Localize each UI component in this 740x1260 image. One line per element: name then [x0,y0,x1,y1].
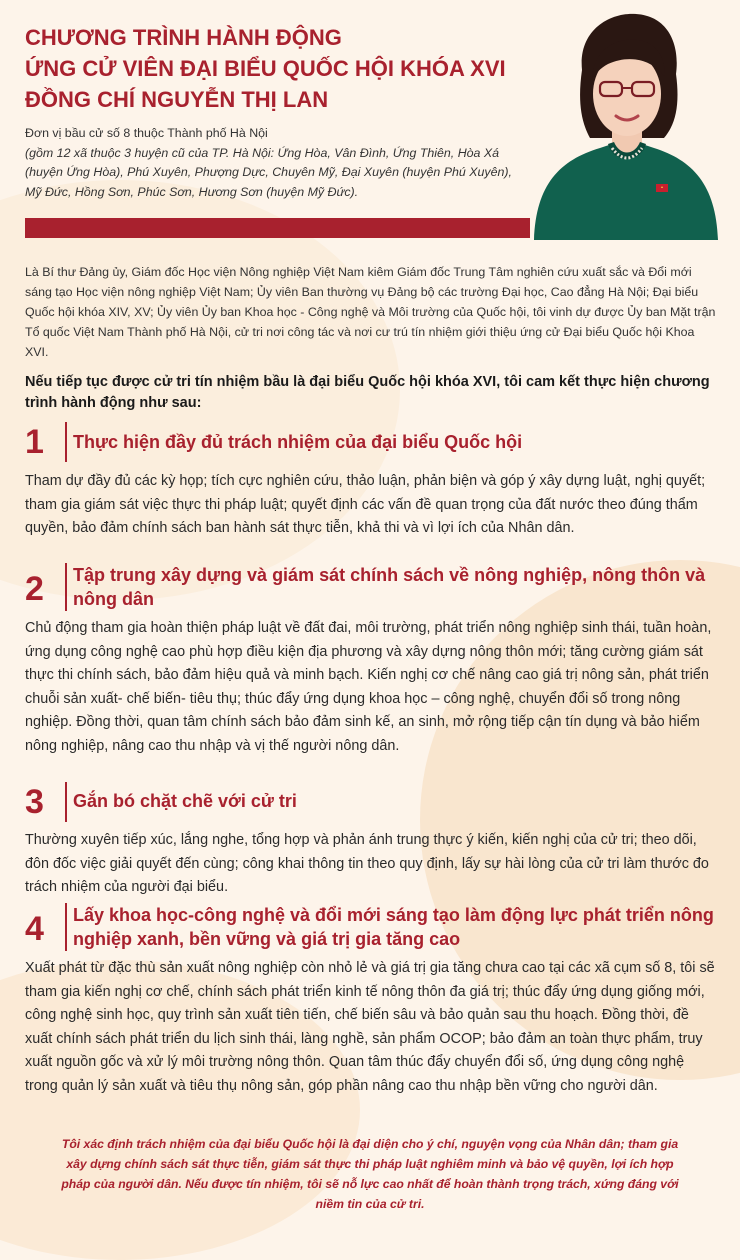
section-title: Thực hiện đầy đủ trách nhiệm của đại biểu Quốc hội [73,432,523,452]
commitment-statement: Nếu tiếp tục được cử tri tín nhiệm bầu là đại biểu Quốc hội khóa XVI, tôi cam kết thực hiện chương trình hành động như sau: [25,374,710,411]
action-section-3 [25,782,720,900]
section-body: Thường xuyên tiếp xúc, lắng nghe, tổng hợp và phản ánh trung thực ý kiến, kiến nghị của cử tri; theo dõi, đôn đốc việc giải quyết đến cùng; công khai thông tin theo quy định, lấy sự hài lòng của cử tri làm thước đo trách nhiệm của người đại biểu. [25,832,709,895]
section-title: Tập trung xây dựng và giám sát chính sách về nông nghiệp, nông thôn và nông dân [73,565,706,609]
section-heading [25,903,720,951]
action-section-1 [25,422,720,541]
action-section-2 [25,563,720,758]
constituency-info [25,124,525,202]
section-divider [65,903,67,951]
header [0,0,740,240]
section-divider [65,563,67,611]
section-body: Xuất phát từ đặc thù sản xuất nông nghiệp còn nhỏ lẻ và giá trị gia tăng chưa cao tại các xã cụm số 8, tôi sẽ tham gia kiến nghị cơ chế, chính sách phát triển kinh tế nông thôn đa giá trị; thúc đẩy ứng dụng giống mới, công nghệ sinh học, quy trình sản xuất tiên tiến, chế biến sâu và bảo quản sau thu hoạch. Đồng thời, đề xuất chính sách phát triển du lịch sinh thái, làng nghề, sản phẩm OCOP; bảo đảm an toàn thực phẩm, truy xuất nguồn gốc và xử lý môi trường nông thôn. Quan tâm thúc đẩy chuyển đổi số, ứng dụng công nghệ trong quản lý sản xuất và tiêu thụ nông sản, góp phần nâng cao thu nhập bền vững cho người dân. [25,960,715,1094]
section-number: 2 [25,570,44,608]
section-body: Tham dự đầy đủ các kỳ họp; tích cực nghiên cứu, thảo luận, phản biện và góp ý xây dựng luật, nghị quyết; tham gia giám sát việc thực thi pháp luật; quyết định các vấn đề quan trọng của đất nước theo đúng thẩm quyền, bảo đảm chính sách ban hành sát thực tiễn, khả thi và vì lợi ích của Nhân dân. [25,473,706,536]
constituency-detail: (gồm 12 xã thuộc 3 huyện cũ của TP. Hà Nội: Ứng Hòa, Vân Đình, Ứng Thiên, Hòa Xá (huyện Ứng Hòa), Phú Xuyên, Phượng Dực, Chuyên Mỹ, Đại Xuyên (huyện Phú Xuyên), Mỹ Đức, Hồng Sơn, Phúc Sơn, Hương Sơn (huyện Mỹ Đức). [25,145,512,199]
section-divider [65,422,67,462]
section-heading [25,563,720,611]
section-title: Gắn bó chặt chẽ với cử tri [73,791,297,811]
section-number: 4 [25,910,44,948]
section-heading [25,422,720,462]
section-divider [65,782,67,822]
header-accent-bar [25,218,530,238]
title-line: ĐỒNG CHÍ NGUYỄN THỊ LAN [25,87,329,112]
closing-statement: Tôi xác định trách nhiệm của đại biểu Quốc hội là đại diện cho ý chí, nguyện vọng của Nhân dân; tham gia xây dựng chính sách sát thực tiễn, giám sát thực thi pháp luật nghiêm minh và bảo vệ quyền, lợi ích hợp pháp của người dân. Nếu được tín nhiệm, tôi sẽ nỗ lực cao nhất để hoàn thành trọng trách, xứng đáng với niềm tin của cử tri. [61,1137,679,1211]
section-heading [25,782,720,822]
title-line: ỨNG CỬ VIÊN ĐẠI BIỂU QUỐC HỘI KHÓA XVI [25,56,506,81]
section-number: 1 [25,423,44,461]
section-title: Lấy khoa học-công nghệ và đổi mới sáng tạo làm động lực phát triển nông nghiệp xanh, bền vững và giá trị gia tăng cao [73,905,714,949]
title-line: CHƯƠNG TRÌNH HÀNH ĐỘNG [25,25,342,50]
page-title [25,22,506,115]
constituency-name: Đơn vị bầu cử số 8 thuộc Thành phố Hà Nội [25,126,268,140]
section-body: Chủ động tham gia hoàn thiện pháp luật về đất đai, môi trường, phát triển nông nghiệp sinh thái, tuần hoàn, ứng dụng công nghệ cao phù hợp điều kiện địa phương và xây dựng nông thôn mới; tăng cường giám sát thực thi chính sách, bảo đảm hiệu quả và minh bạch. Kiến nghị cơ chế nâng cao giá trị nông sản, phát triển chuỗi sản xuất- chế biến- tiêu thụ; thúc đẩy ứng dụng khoa học – công nghệ, chuyển đổi số trong nông nghiệp. Đồng thời, quan tâm chính sách bảo đảm sinh kế, an sinh, mở rộng tiếp cận tín dụng và bảo hiểm nông nghiệp, nâng cao thu nhập và vị thế người nông dân. [25,620,712,754]
candidate-portrait [530,8,720,240]
portrait-illustration [530,8,720,240]
action-section-4 [25,903,720,1098]
candidate-bio: Là Bí thư Đảng ủy, Giám đốc Học viện Nông nghiệp Việt Nam kiêm Giám đốc Trung Tâm nghiên cứu xuất sắc và Đổi mới sáng tạo Học viện nông nghiệp Việt Nam; Ủy viên Ban thường vụ Đảng bộ các trường Đại học, Cao đẳng Hà Nội; Đại biểu Quốc hội khóa XIV, XV; Ủy viên Ủy ban Khoa học - Công nghệ và Môi trường của Quốc hội, tôi vinh dự được Ủy ban Mặt trận Tổ quốc Việt Nam Thành phố Hà Nội, cử tri nơi công tác và nơi cư trú tín nhiệm giới thiệu ứng cử Đại biểu Quốc hội Khoa XVI. [25,265,716,359]
section-number: 3 [25,783,44,821]
